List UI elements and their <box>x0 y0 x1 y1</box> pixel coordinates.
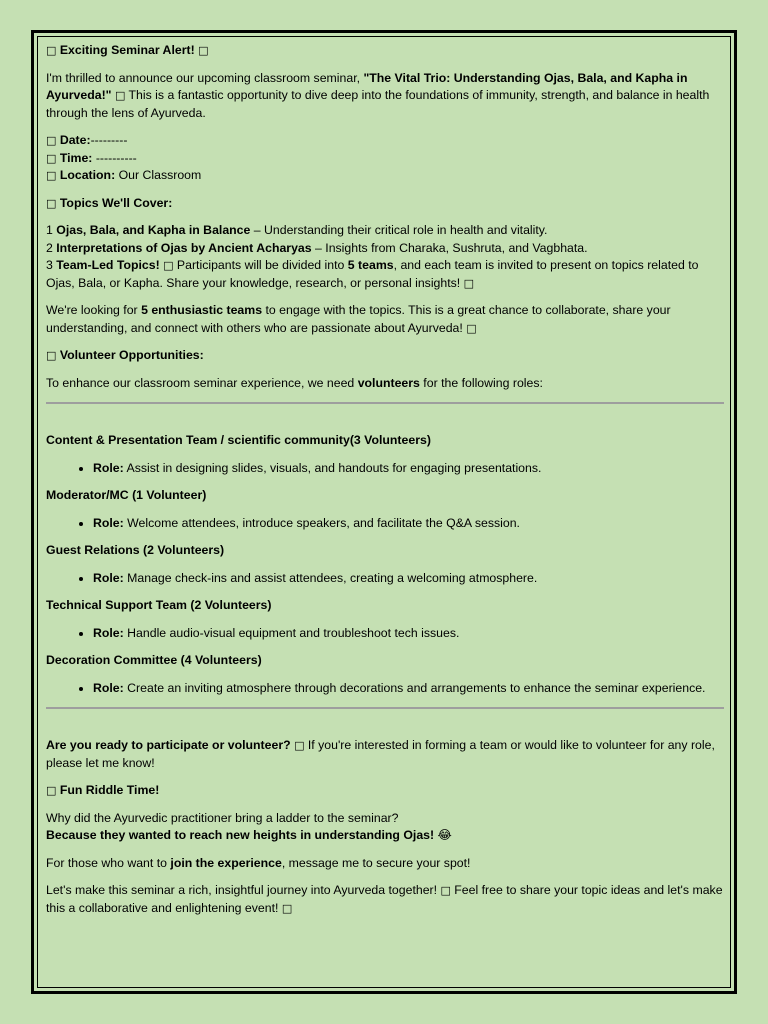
riddle-question: Why did the Ayurvedic practitioner bring a ladder to the seminar? <box>46 810 399 825</box>
riddle-heading <box>46 782 724 800</box>
volunteer-intro-prefix: To enhance our classroom seminar experience, we need <box>46 375 358 390</box>
book-icon: □ <box>46 196 57 210</box>
join-paragraph <box>46 855 724 873</box>
role-label: Role: <box>93 460 124 475</box>
role-title: Decoration Committee (4 Volunteers) <box>46 653 262 667</box>
role-item <box>93 460 724 478</box>
riddle-heading-text: Fun Riddle Time! <box>59 783 160 797</box>
time-value: ---------- <box>92 150 137 165</box>
closing-text: Let's make this seminar a rich, insightful journey into Ayurveda together! <box>46 883 438 897</box>
topic-title: Team-Led Topics! <box>56 258 160 272</box>
riddle-body <box>46 810 724 845</box>
role-list <box>46 515 724 533</box>
role-desc: Assist in designing slides, visuals, and handouts for engaging presentations. <box>123 460 542 475</box>
role-list <box>46 460 724 478</box>
join-suffix: , message me to secure your spot! <box>281 855 471 870</box>
role-label: Role: <box>93 515 124 530</box>
topic-title: Ojas, Bala, and Kapha in Balance <box>56 223 251 237</box>
topic-text: , and each team is invited to present on topics related to Ojas, Bala, or Kapha. Share your knowledge, research, or personal insights! <box>46 258 699 290</box>
role-item <box>93 570 724 588</box>
calendar-icon: □ <box>46 134 57 147</box>
intro-paragraph <box>46 70 724 123</box>
ready-paragraph <box>46 737 724 772</box>
emoji-icon: □ <box>466 321 477 335</box>
team-icon: □ <box>163 259 174 272</box>
topic-number: 2 <box>46 240 57 255</box>
role-label: Role: <box>93 625 124 640</box>
role-label: Role: <box>93 680 124 695</box>
flyer-content <box>46 42 724 927</box>
topic-title: Interpretations of Ojas by Ancient Acharyas <box>56 240 312 255</box>
divider <box>46 402 724 404</box>
closing-paragraph <box>46 882 724 917</box>
riddle-answer: Because they wanted to reach new heights in understanding Ojas! <box>46 828 435 842</box>
role-list <box>46 680 724 698</box>
location-label: Location: <box>59 168 116 182</box>
intro-prefix: I'm thrilled to announce our upcoming classroom seminar, <box>46 70 364 85</box>
sparkle-icon: □ <box>46 44 57 57</box>
ready-text: If you're interested in forming a team or would like to volunteer for any role, please let me know! <box>46 738 715 770</box>
emoji-icon: □ <box>463 276 475 290</box>
teams-count: 5 teams <box>347 258 394 272</box>
volunteer-heading-text: Volunteer Opportunities: <box>59 348 204 362</box>
clock-icon: □ <box>46 151 57 165</box>
role-item <box>93 680 724 698</box>
event-details <box>46 132 724 185</box>
location-value: Our Classroom <box>115 168 202 182</box>
closing-text: Feel free to share your topic ideas and let's make this a collaborative and enlightening event! <box>46 883 723 915</box>
heading-text: Exciting Seminar Alert! <box>59 43 195 57</box>
date-value: --------- <box>90 133 128 147</box>
topics-heading <box>46 195 724 213</box>
role-title: Moderator/MC (1 Volunteer) <box>46 488 207 502</box>
volunteer-intro-suffix: for the following roles: <box>419 375 543 390</box>
emoji-icon: □ <box>294 739 305 752</box>
topics-heading-text: Topics We'll Cover: <box>59 195 173 210</box>
puzzle-icon: □ <box>46 784 57 797</box>
date-label: Date: <box>59 133 91 147</box>
topic-number: 3 <box>46 258 57 272</box>
seminar-title: "The Vital Trio: Understanding Ojas, Bala, and Kapha in Ayurveda!" <box>46 70 688 102</box>
emoji-icon: □ <box>440 884 451 897</box>
role-item <box>93 625 724 643</box>
ready-bold: Are you ready to participate or volunteer? <box>46 738 291 752</box>
role-title: Technical Support Team (2 Volunteers) <box>46 598 272 612</box>
role-label: Role: <box>93 570 124 585</box>
looking-prefix: We're looking for <box>46 303 142 317</box>
role-title: Guest Relations (2 Volunteers) <box>46 543 225 557</box>
role-list <box>46 625 724 643</box>
emoji-icon: □ <box>114 89 126 102</box>
location-pin-icon: □ <box>46 169 57 182</box>
join-prefix: For those who want to <box>46 855 171 870</box>
looking-suffix: to engage with the topics. This is a great chance to collaborate, share your understanding, and connect with others who are passionate about Ayurveda! <box>46 303 671 335</box>
volunteer-intro <box>46 375 724 393</box>
role-desc: Handle audio-visual equipment and troubleshoot tech issues. <box>123 625 460 640</box>
topic-text: – Understanding their critical role in health and vitality. <box>250 223 548 237</box>
role-title: Content & Presentation Team / scientific community(3 Volunteers) <box>46 433 431 447</box>
topic-text: Participants will be divided into <box>173 258 348 272</box>
topics-list <box>46 222 724 292</box>
looking-paragraph <box>46 302 724 337</box>
join-bold: join the experience <box>170 855 282 870</box>
divider <box>46 707 724 709</box>
role-desc: Manage check-ins and assist attendees, creating a welcoming atmosphere. <box>123 570 538 585</box>
laughing-emoji-icon: 😂 <box>437 828 452 842</box>
role-item <box>93 515 724 533</box>
intro-suffix: This is a fantastic opportunity to dive deep into the foundations of immunity, strength, and balance in health through the lens of Ayurveda. <box>46 88 710 120</box>
heading <box>46 42 724 60</box>
volunteer-heading <box>46 347 724 365</box>
looking-bold: 5 enthusiastic teams <box>141 303 263 317</box>
emoji-icon: □ <box>281 901 293 915</box>
topic-number: 1 <box>46 223 57 237</box>
role-desc: Create an inviting atmosphere through decorations and arrangements to enhance the seminar experience. <box>123 680 706 695</box>
topic-text: – Insights from Charaka, Sushruta, and Vagbhata. <box>311 240 588 255</box>
hand-icon: □ <box>46 349 57 362</box>
role-list <box>46 570 724 588</box>
role-desc: Welcome attendees, introduce speakers, and facilitate the Q&A session. <box>123 515 520 530</box>
sparkle-icon: □ <box>198 44 209 57</box>
volunteer-intro-bold: volunteers <box>357 375 420 390</box>
time-label: Time: <box>59 150 93 165</box>
